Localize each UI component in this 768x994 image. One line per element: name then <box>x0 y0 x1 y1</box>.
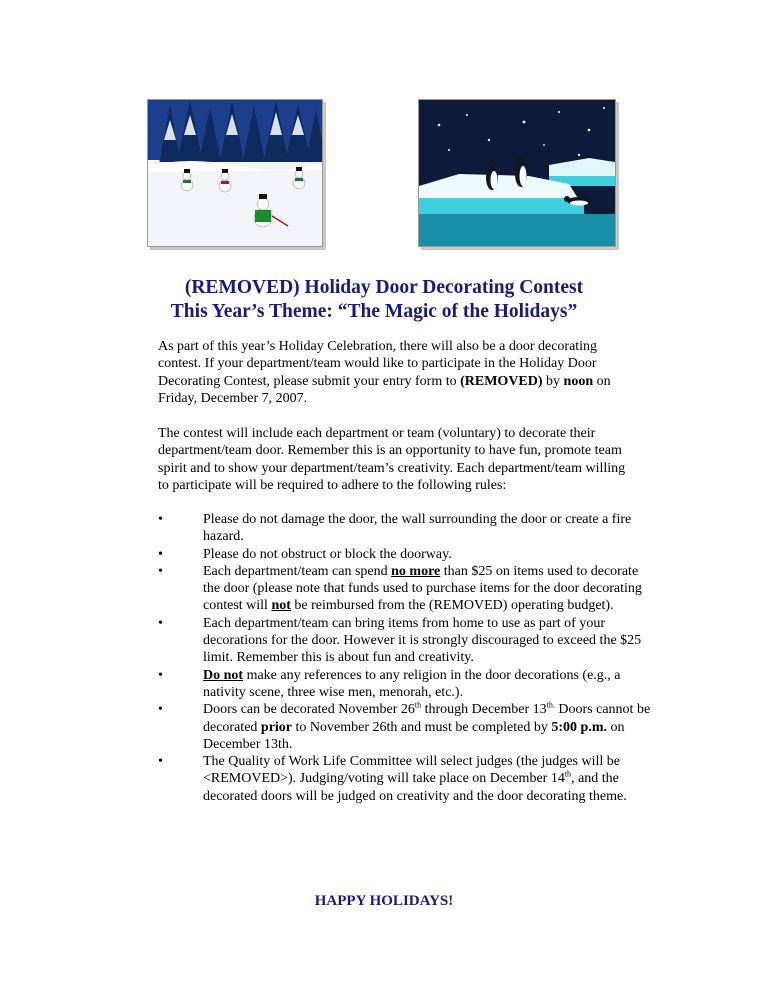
rules-intro-paragraph <box>158 425 638 494</box>
rule-text: than $25 on items used to decorate the door (please note that funds used to purchase items for the door decorating contest will <box>203 563 642 614</box>
list-item <box>158 753 658 805</box>
penguins-clipart <box>418 99 616 247</box>
intro-text-2: by <box>542 373 564 389</box>
bullet-icon: • <box>158 754 163 770</box>
intro-text-1: As part of this year’s Holiday Celebration, there will also be a door decorating contest. If your department/team would like to participate in the Holiday Door Decorating Contest, please submit your entry form to <box>158 339 598 389</box>
rules-list <box>158 511 658 805</box>
list-item <box>158 511 658 546</box>
closing-greeting: HAPPY HOLIDAYS! <box>314 893 454 909</box>
intro-deadline-time: noon <box>563 373 594 389</box>
bullet-icon: • <box>158 546 163 562</box>
title-line-2: This Year’s Theme: “The Magic of the Holidays” <box>170 301 578 322</box>
rule-emphasis: no more <box>391 563 441 579</box>
list-item <box>158 615 658 667</box>
intro-contact: (REMOVED) <box>460 373 543 389</box>
rule-text: Doors can be decorated November 26 <box>203 702 415 718</box>
rule-text: Doors cannot be decorated <box>203 702 651 735</box>
list-item <box>158 546 658 563</box>
rule-text: Please do not damage the door, the wall surrounding the door or create a fire hazard. <box>203 512 632 545</box>
intro-text-3: on Friday, December 7, 2007. <box>158 373 611 406</box>
list-item <box>158 667 658 702</box>
list-item <box>158 563 658 615</box>
ordinal-suffix: th <box>564 769 572 779</box>
rule-emphasis: not <box>271 598 291 614</box>
rule-text: through December 13 <box>421 702 547 718</box>
rule-text: to November 26th and must be completed by <box>292 719 552 735</box>
rules-intro-text: The contest will include each department or team (voluntary) to decorate their department/team door. Remember this is an opportunity to have fun, promote team spirit and to show your department/team’s creativity. Each department/team willing to participate will be required to adhere to the following rules: <box>158 426 626 493</box>
ordinal-suffix: th <box>414 700 422 710</box>
bullet-icon: • <box>158 667 163 683</box>
rule-text: Each department/team can spend <box>203 563 392 579</box>
bullet-icon: • <box>158 512 163 527</box>
ordinal-suffix: th. <box>546 700 555 710</box>
rule-text: be reimbursed from the (REMOVED) operating budget). <box>290 598 614 614</box>
rule-text: Each department/team can bring items from home to use as part of your decorations for the door. However it is strongly discouraged to exceed the $25 limit. Remember this is about fun and creativity. <box>203 615 642 666</box>
rule-text: on December 13th. <box>203 719 625 752</box>
rule-text: Please do not obstruct or block the doorway. <box>203 546 452 562</box>
contest-title <box>0 276 768 324</box>
title-line-1: (REMOVED) Holiday Door Decorating Contest <box>184 277 584 298</box>
snowmen-clipart <box>147 99 323 247</box>
rule-emphasis: prior <box>260 719 293 735</box>
rule-text: make any references to any religion in the door decorations (e.g., a nativity scene, three wise men, menorah, etc.). <box>203 667 621 700</box>
rule-text: The Quality of Work Life Committee will select judges (the judges will be <REMOVED>). Judging/voting will take place on December 14 <box>203 754 620 787</box>
bullet-icon: • <box>158 563 163 579</box>
rule-emphasis: 5:00 p.m. <box>551 719 607 735</box>
list-item <box>158 701 658 753</box>
rule-emphasis: Do not <box>203 667 244 683</box>
rule-text: , and the decorated doors will be judged on creativity and the door decorating theme. <box>203 771 627 804</box>
bullet-icon: • <box>158 702 163 718</box>
bullet-icon: • <box>158 615 163 631</box>
intro-paragraph <box>158 338 638 407</box>
